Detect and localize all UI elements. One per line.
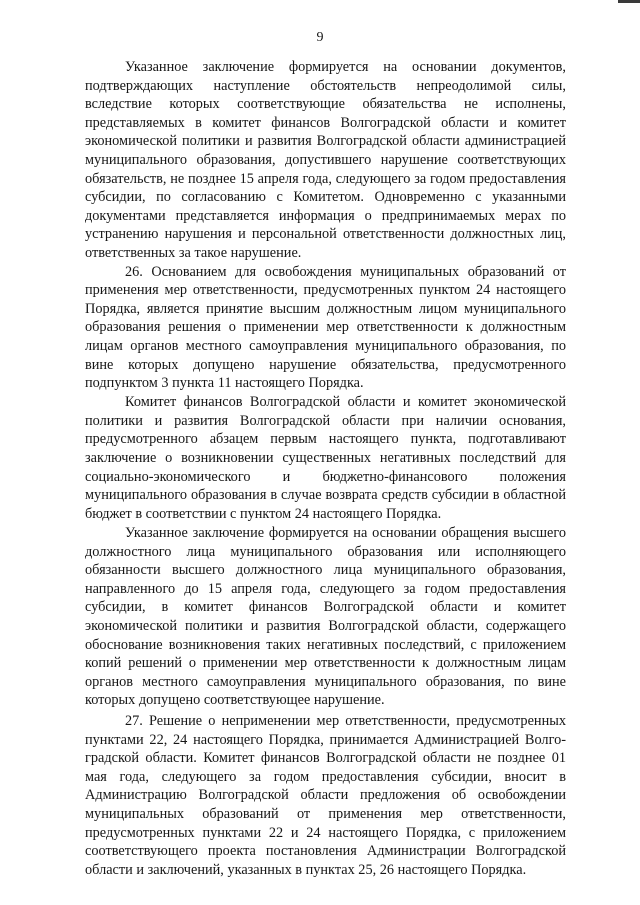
paragraph-conclusion-force-majeure: Указанное заключение формируется на основании документов, подтверждающих наступление обстоятельств непреодолимой силы, вследствие которых соответствующие обязательства не исполнены, представляемых в комитет финансов Волгоградской области и комитет экономической политики и развития Волгоградской области администрацией муниципального образования, допустившего нарушение соответствующих обязательств, не позднее 15 апреля года, следующего за годом предоставления субсидии, по согласованию с Комитетом. Одновременно с указанными документами представляется информация о предпринимаемых мерах по устранению нарушения и персональной ответственности должностных лиц, ответственных за такое нарушение. [85, 59, 566, 261]
document-body [85, 58, 566, 879]
page-number: 9 [316, 30, 324, 45]
paragraph-item-27: 27. Решение о неприменении мер ответственности, предусмотренных пунктами 22, 24 настоящего Порядка, принимается Администрацией Волгоградской области. Комитет финансов Волгоградской области не позднее 01 мая года, следующего за годом предоставления субсидии, вносит в Администрацию Волгоградской области предложения об освобождении муниципальных образований от применения мер ответственности, предусмотренных пунктами 22 и 24 настоящего Порядка, с приложением соответствующего проекта постановления Администрации Волгоградской области и заключений, указанных в пунктах 25, 26 настоящего Порядка. [85, 712, 566, 878]
paragraph-item-26: 26. Основанием для освобождения муниципальных образований от применения мер ответственности, предусмотренных пунктом 24 настоящего Порядка, является принятие высшим должностным лицом муниципального образования решения о применении мер ответственности к должностным лицам органов местного самоуправления муниципального образования, по вине которых допущено нарушение обязательства, предусмотренного подпунктом 3 пункта 11 настоящего Порядка. [85, 263, 566, 392]
paragraph-committees-conclusion: Комитет финансов Волгоградской области и комитет экономической политики и развития Волгоградской области при наличии основания, предусмотренного абзацем первым настоящего пункта, подготавливают заключение о возникновении существенных негативных последствий для социально-экономического и бюджетно-финансового положения муниципального образования в случае возврата средств субсидии в областной бюджет в соответствии с пунктом 24 настоящего Порядка. [85, 394, 566, 522]
paragraph-conclusion-appeal: Указанное заключение формируется на основании обращения высшего должностного лица муниципального образования или исполняющего обязанности высшего должностного лица муниципального образования, направленного до 15 апреля года, следующего за годом предоставления субсидии, в комитет финансов Волгоградской области и комитет экономической политики и развития Волгоградской области, содержащего обоснование возникновения таких негативных последствий, с приложением копий решений о применении мер ответственности к должностным лицам органов местного самоуправления муниципального образования, по вине которых допущено соответствующее нарушение. [85, 525, 566, 709]
scan-corner-mark [618, 0, 640, 3]
